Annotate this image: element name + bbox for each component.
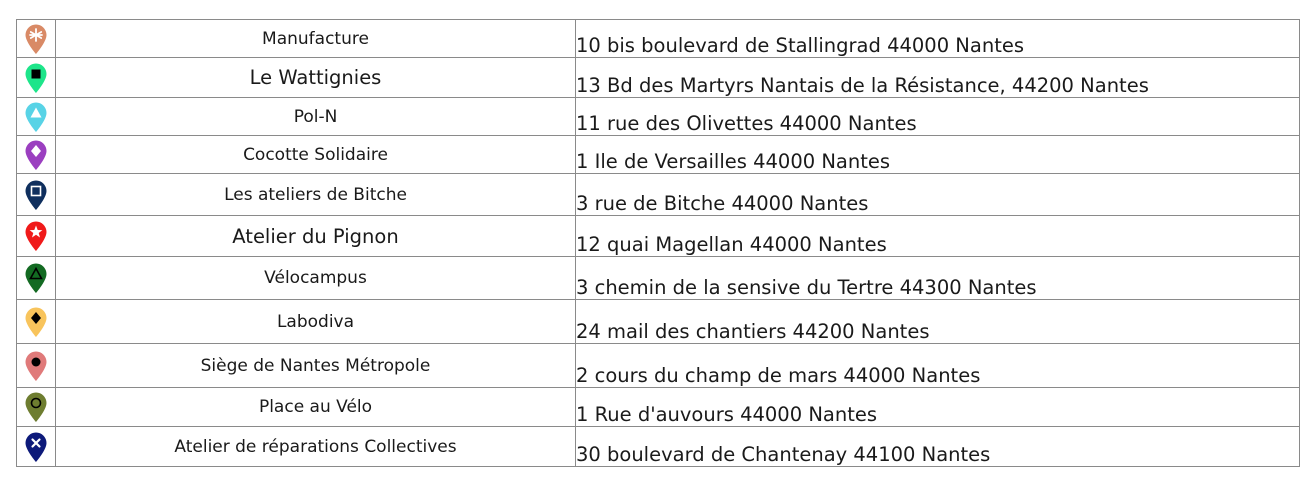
marker-cell xyxy=(17,98,56,136)
place-name: Atelier de réparations Collectives xyxy=(56,427,576,467)
place-name: Cocotte Solidaire xyxy=(56,136,576,174)
marker-cell xyxy=(17,216,56,257)
place-address: 13 Bd des Martyrs Nantais de la Résistance, 44200 Nantes xyxy=(576,58,1300,98)
table-row xyxy=(17,300,1300,344)
marker-cell xyxy=(17,427,56,467)
marker-cell xyxy=(17,174,56,216)
star-marker-icon xyxy=(24,220,48,252)
places-table-body xyxy=(17,20,1300,467)
table-row xyxy=(17,20,1300,58)
marker-cell xyxy=(17,136,56,174)
marker-cell xyxy=(17,20,56,58)
table-row xyxy=(17,58,1300,98)
table-row xyxy=(17,174,1300,216)
diamond-marker-icon xyxy=(24,306,48,338)
table-row xyxy=(17,427,1300,467)
circle-outline-marker-icon xyxy=(24,391,48,423)
place-name: Pol-N xyxy=(56,98,576,136)
marker-cell xyxy=(17,58,56,98)
place-name: Labodiva xyxy=(56,300,576,344)
table-row xyxy=(17,216,1300,257)
triangle-marker-icon xyxy=(24,101,48,133)
places-table xyxy=(16,19,1300,467)
circle-marker-icon xyxy=(24,350,48,382)
place-address: 10 bis boulevard de Stallingrad 44000 Nantes xyxy=(576,20,1300,58)
table-row xyxy=(17,257,1300,300)
table-row xyxy=(17,136,1300,174)
place-address: 12 quai Magellan 44000 Nantes xyxy=(576,216,1300,257)
square-outline-marker-icon xyxy=(24,179,48,211)
place-name: Siège de Nantes Métropole xyxy=(56,344,576,388)
square-marker-icon xyxy=(24,62,48,94)
marker-cell xyxy=(17,300,56,344)
place-address: 1 Rue d'auvours 44000 Nantes xyxy=(576,388,1300,427)
table-row xyxy=(17,388,1300,427)
place-address: 11 rue des Olivettes 44000 Nantes xyxy=(576,98,1300,136)
place-address: 1 Ile de Versailles 44000 Nantes xyxy=(576,136,1300,174)
table-row xyxy=(17,344,1300,388)
cross-marker-icon xyxy=(24,431,48,463)
place-address: 3 rue de Bitche 44000 Nantes xyxy=(576,174,1300,216)
diamond-marker-icon xyxy=(24,139,48,171)
place-address: 3 chemin de la sensive du Tertre 44300 Nantes xyxy=(576,257,1300,300)
place-name: Place au Vélo xyxy=(56,388,576,427)
place-address: 24 mail des chantiers 44200 Nantes xyxy=(576,300,1300,344)
place-address: 2 cours du champ de mars 44000 Nantes xyxy=(576,344,1300,388)
asterisk-marker-icon xyxy=(24,23,48,55)
triangle-outline-marker-icon xyxy=(24,262,48,294)
table-row xyxy=(17,98,1300,136)
marker-cell xyxy=(17,388,56,427)
place-name: Atelier du Pignon xyxy=(56,216,576,257)
place-name: Vélocampus xyxy=(56,257,576,300)
place-name: Le Wattignies xyxy=(56,58,576,98)
place-address: 30 boulevard de Chantenay 44100 Nantes xyxy=(576,427,1300,467)
marker-cell xyxy=(17,344,56,388)
place-name: Manufacture xyxy=(56,20,576,58)
marker-cell xyxy=(17,257,56,300)
place-name: Les ateliers de Bitche xyxy=(56,174,576,216)
